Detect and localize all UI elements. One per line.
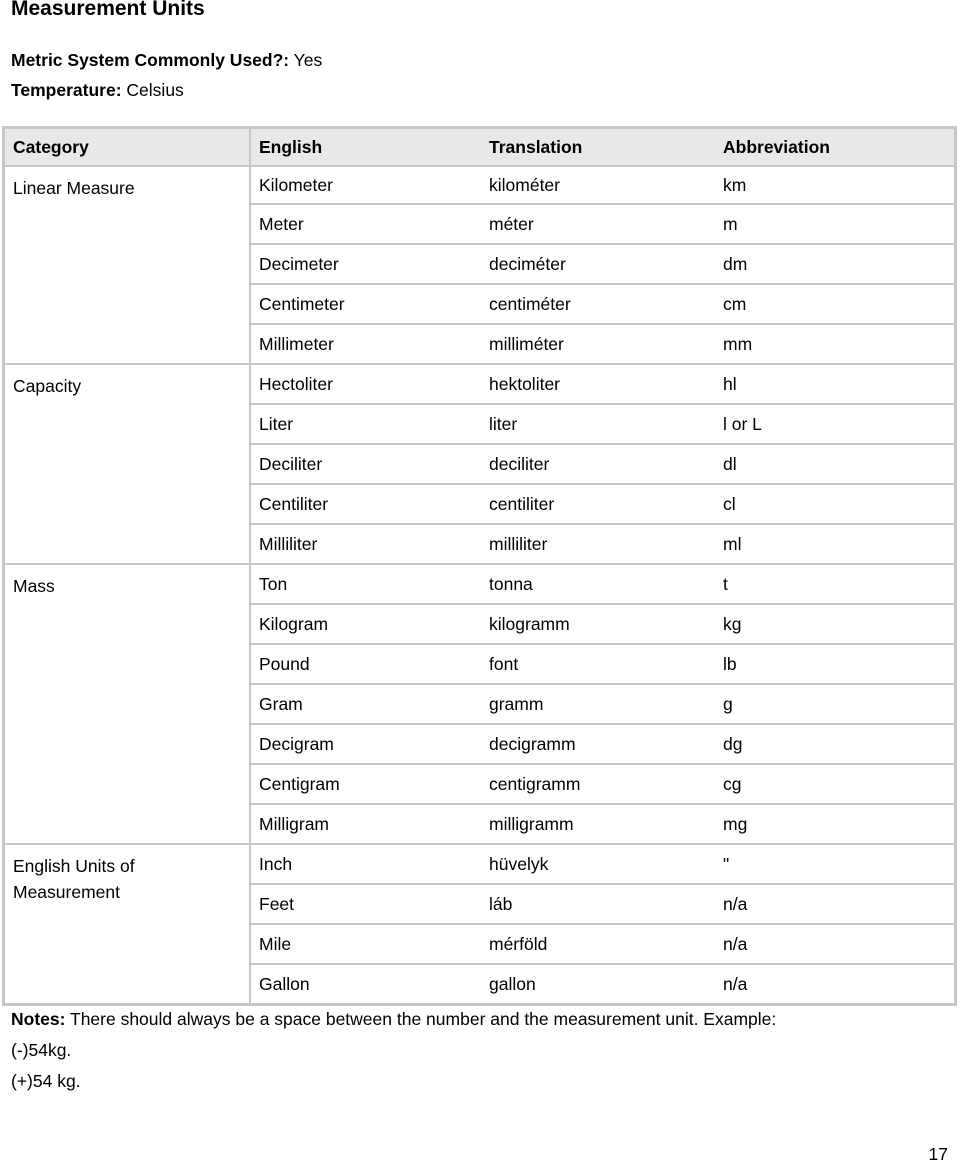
notes-example-wrong: (-)54kg.	[11, 1040, 72, 1060]
translation-cell: centigramm	[481, 763, 715, 803]
temperature-line	[11, 79, 184, 101]
notes-line	[11, 1004, 776, 1035]
temperature-value: Celsius	[126, 80, 184, 100]
table-row	[5, 363, 954, 403]
translation-cell: milliliter	[481, 523, 715, 563]
category-cell: Mass	[5, 563, 249, 843]
abbreviation-cell: m	[715, 203, 954, 243]
translation-cell: kilogramm	[481, 603, 715, 643]
translation-cell: font	[481, 643, 715, 683]
abbreviation-cell: kg	[715, 603, 954, 643]
notes-section	[11, 1004, 776, 1097]
header-category: Category	[5, 129, 249, 167]
page-number: 17	[928, 1144, 948, 1164]
translation-cell: mérföld	[481, 923, 715, 963]
english-cell: Kilogram	[249, 603, 481, 643]
translation-cell: kilométer	[489, 174, 560, 195]
abbreviation-cell: cm	[715, 283, 954, 323]
abbreviation-cell: dm	[715, 243, 954, 283]
english-cell: Meter	[249, 203, 481, 243]
translation-cell: decigramm	[481, 723, 715, 763]
page-title: Measurement Units	[11, 0, 205, 20]
english-cell: Milliliter	[249, 523, 481, 563]
translation-cell: milliméter	[481, 323, 715, 363]
metric-system-line	[11, 49, 322, 71]
abbreviation-cell: n/a	[715, 883, 954, 923]
english-cell: Centiliter	[249, 483, 481, 523]
table-row	[5, 167, 954, 203]
abbreviation-cell: t	[715, 563, 954, 603]
abbreviation-cell: dl	[715, 443, 954, 483]
translation-cell: tonna	[481, 563, 715, 603]
header-translation: Translation	[481, 129, 715, 167]
translation-cell: deciméter	[481, 243, 715, 283]
metric-system-label: Metric System Commonly Used?:	[11, 50, 290, 70]
english-cell: Centigram	[249, 763, 481, 803]
notes-label: Notes:	[11, 1009, 66, 1029]
english-cell: Feet	[249, 883, 481, 923]
english-cell: Mile	[249, 923, 481, 963]
metric-system-value: Yes	[293, 50, 323, 70]
abbreviation-cell: cl	[715, 483, 954, 523]
english-cell: Gram	[249, 683, 481, 723]
abbreviation-cell: km	[723, 174, 747, 195]
category-cell: Linear Measure	[13, 178, 135, 198]
table-header-row	[5, 129, 954, 167]
translation-cell: liter	[481, 403, 715, 443]
english-cell: Ton	[249, 563, 481, 603]
english-cell: Liter	[249, 403, 481, 443]
category-cell: English Units of Measurement	[5, 843, 249, 1003]
abbreviation-cell: dg	[715, 723, 954, 763]
category-cell: Capacity	[5, 363, 249, 563]
abbreviation-cell: l or L	[715, 403, 954, 443]
abbreviation-cell: hl	[715, 363, 954, 403]
header-abbreviation: Abbreviation	[715, 129, 954, 167]
abbreviation-cell: mg	[715, 803, 954, 843]
english-cell: Hectoliter	[249, 363, 481, 403]
table-row	[5, 563, 954, 603]
translation-cell: láb	[481, 883, 715, 923]
english-cell: Pound	[249, 643, 481, 683]
translation-cell: gramm	[481, 683, 715, 723]
abbreviation-cell: lb	[715, 643, 954, 683]
header-english: English	[249, 129, 481, 167]
english-cell: Milligram	[249, 803, 481, 843]
notes-example-right: (+)54 kg.	[11, 1071, 81, 1091]
translation-cell: méter	[481, 203, 715, 243]
translation-cell: hektoliter	[481, 363, 715, 403]
english-cell: Decimeter	[249, 243, 481, 283]
abbreviation-cell: n/a	[715, 923, 954, 963]
abbreviation-cell: cg	[715, 763, 954, 803]
abbreviation-cell: n/a	[715, 963, 954, 1003]
translation-cell: hüvelyk	[481, 843, 715, 883]
measurement-units-table	[2, 126, 957, 1006]
english-cell: Gallon	[249, 963, 481, 1003]
english-cell: Inch	[249, 843, 481, 883]
english-cell: Decigram	[249, 723, 481, 763]
abbreviation-cell: g	[715, 683, 954, 723]
translation-cell: centiliter	[481, 483, 715, 523]
english-cell: Centimeter	[249, 283, 481, 323]
table-body	[5, 167, 954, 1003]
english-cell: Millimeter	[249, 323, 481, 363]
temperature-label: Temperature:	[11, 80, 122, 100]
notes-text: There should always be a space between the number and the measurement unit. Example:	[70, 1009, 777, 1029]
abbreviation-cell: "	[715, 843, 954, 883]
abbreviation-cell: ml	[715, 523, 954, 563]
english-cell: Kilometer	[249, 167, 481, 203]
translation-cell: centiméter	[481, 283, 715, 323]
english-cell: Deciliter	[249, 443, 481, 483]
translation-cell: gallon	[481, 963, 715, 1003]
translation-cell: milligramm	[481, 803, 715, 843]
table-row	[5, 843, 954, 883]
abbreviation-cell: mm	[715, 323, 954, 363]
translation-cell: deciliter	[481, 443, 715, 483]
